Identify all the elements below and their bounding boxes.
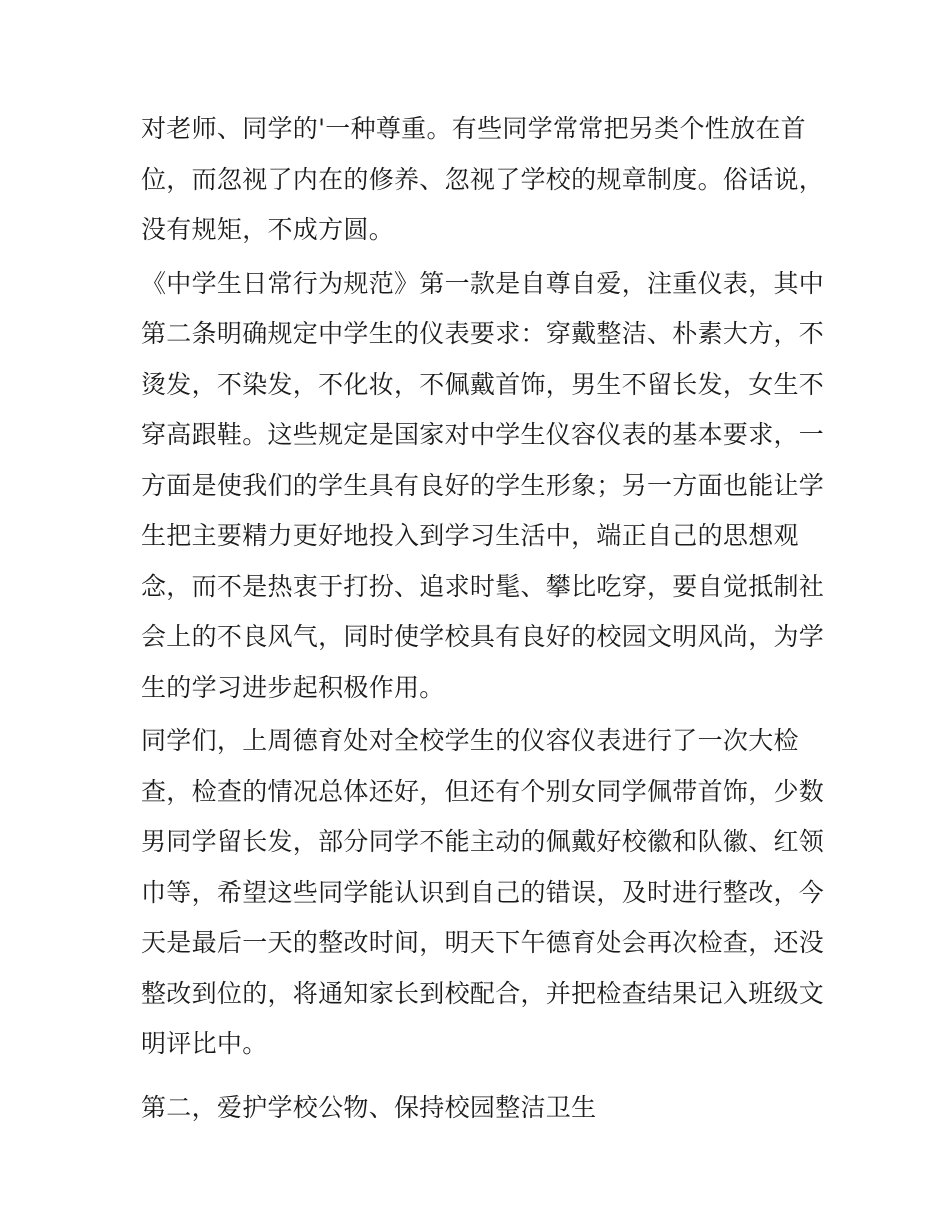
section-heading: 第二，爱护学校公物、保持校园整洁卫生 [141,1092,597,1122]
text-line: 《中学生日常行为规范》第一款是自尊自爱，注重仪表，其中 [141,268,825,298]
text-line: 没有规矩，不成方圆。 [141,215,395,244]
text-line: 明评比中。 [141,1029,268,1058]
paragraph-1 [141,104,825,256]
text-line: 查，检查的情况总体还好，但还有个别女同学佩带首饰，少数 [141,776,825,806]
document-body [141,104,825,1133]
text-line: 第二条明确规定中学生的仪表要求：穿戴整洁、朴素大方，不 [141,319,825,348]
text-line: 生的学习进步起积极作用。 [141,672,445,702]
text-line: 烫发，不染发，不化妆，不佩戴首饰，男生不留长发，女生不 [141,369,825,399]
text-line: 整改到位的，将通知家长到校配合，并把检查结果记入班级文 [141,978,825,1008]
text-line: 男同学留长发，部分同学不能主动的佩戴好校徽和队徽、红领 [141,827,825,856]
text-line: 巾等，希望这些同学能认识到自己的错误，及时进行整改，今 [141,877,825,907]
paragraph-2 [141,259,825,714]
text-line: 对老师、同学的'一种尊重。有些同学常常把另类个性放在首 [141,114,806,143]
paragraph-3 [141,716,825,1070]
text-line: 念，而不是热衷于打扮、追求时髦、攀比吃穿，要自觉抵制社 [141,571,825,601]
text-line: 方面是使我们的学生具有良好的学生形象；另一方面也能让学 [141,470,825,500]
text-line: 位，而忽视了内在的修养、忽视了学校的规章制度。俗话说， [141,164,825,194]
text-line: 天是最后一天的整改时间，明天下午德育处会再次检查，还没 [141,928,825,957]
paragraph-4 [141,1083,821,1134]
text-line: 会上的不良风气，同时使学校具有良好的校园文明风尚，为学 [141,622,825,651]
text-line: 生把主要精力更好地投入到学习生活中，端正自己的思想观 [141,521,799,550]
text-line: 同学们，上周德育处对全校学生的仪容仪表进行了一次大检 [141,726,799,755]
text-line: 穿高跟鞋。这些规定是国家对中学生仪容仪表的基本要求，一 [141,420,825,449]
